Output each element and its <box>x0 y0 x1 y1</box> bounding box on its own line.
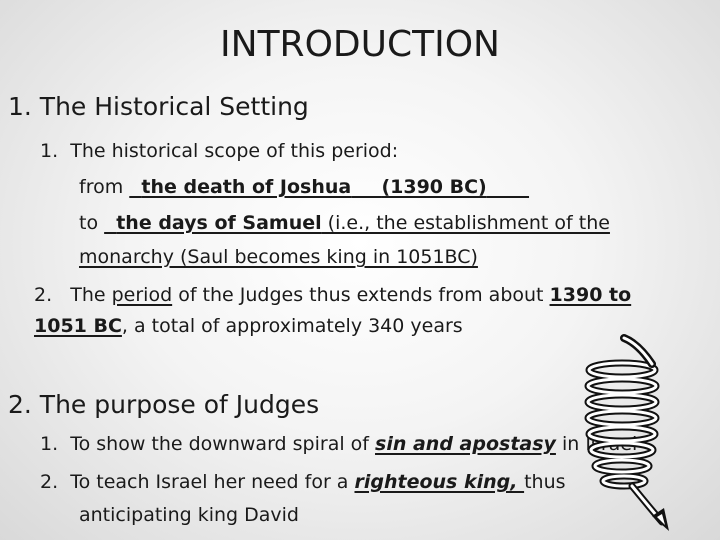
purpose-item-2-line-2: anticipating king David <box>79 504 299 526</box>
scope-to-line-2: monarchy (Saul becomes king in 1051BC) <box>79 246 478 268</box>
purpose-2-emphasis: righteous king, <box>354 471 525 493</box>
period-middle: of the Judges thus extends from about <box>172 284 550 306</box>
from-tail <box>487 176 529 198</box>
from-prefix: from <box>79 176 130 198</box>
period-item-line-2 <box>34 314 463 338</box>
from-underlined-lead <box>129 176 141 198</box>
period-range-start: 1390 to <box>549 284 632 306</box>
purpose-item-2 <box>40 470 566 494</box>
to-detail: (i.e., the establishment of the <box>321 212 610 234</box>
scope-to-line <box>79 211 610 235</box>
period-item-line-1 <box>34 283 631 307</box>
to-underlined-lead <box>104 212 116 234</box>
purpose-2-prefix: 2. To teach Israel her need for a <box>40 471 355 493</box>
section-heading-historical-setting: 1. The Historical Setting <box>8 92 309 121</box>
period-end: , a total of approximately 340 years <box>121 315 463 337</box>
period-start: 2. The <box>34 284 112 306</box>
from-year: (1390 BC) <box>381 176 487 198</box>
purpose-item-1 <box>40 432 637 456</box>
purpose-1-suffix: in Israel <box>555 433 638 455</box>
section-heading-purpose: 2. The purpose of Judges <box>8 390 320 419</box>
to-prefix: to <box>79 212 105 234</box>
to-event: the days of Samuel <box>116 212 322 234</box>
purpose-1-emphasis: sin and apostasy <box>375 433 556 455</box>
slide-title: INTRODUCTION <box>220 24 500 65</box>
scope-from-line <box>79 175 529 199</box>
purpose-1-prefix: 1. To show the downward spiral of <box>40 433 376 455</box>
period-range-end: 1051 BC <box>34 315 122 337</box>
purpose-2-suffix: thus <box>524 471 566 493</box>
downward-spiral-icon <box>572 330 672 535</box>
from-event: the death of Joshua <box>141 176 352 198</box>
from-gap <box>351 176 381 198</box>
period-word: period <box>111 284 173 306</box>
scope-item: 1. The historical scope of this period: <box>40 140 399 162</box>
